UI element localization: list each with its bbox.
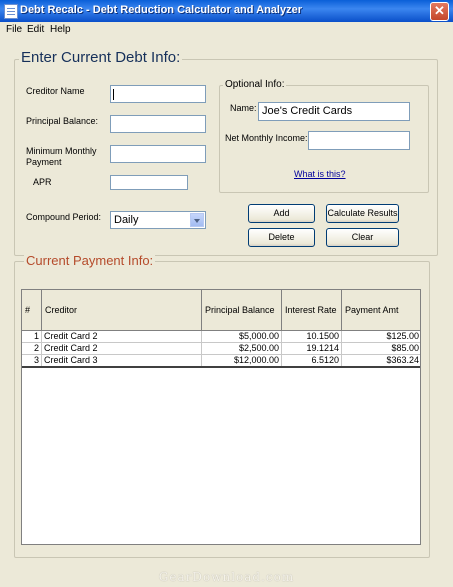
column-header-payment[interactable]: Payment Amt: [342, 290, 421, 330]
optional-info-heading: Optional Info:: [225, 79, 285, 90]
row-number: 1: [22, 331, 42, 342]
chevron-down-icon[interactable]: [190, 213, 204, 227]
calculate-results-button[interactable]: Calculate Results: [326, 204, 399, 223]
principal-cell: $5,000.00: [202, 331, 282, 342]
apr-input[interactable]: [110, 175, 188, 190]
column-header-interest[interactable]: Interest Rate: [282, 290, 342, 330]
creditor-cell: Credit Card 2: [42, 343, 202, 354]
interest-cell: 6.5120: [282, 355, 342, 366]
creditor-cell: Credit Card 2: [42, 331, 202, 342]
principal-cell: $2,500.00: [202, 343, 282, 354]
payment-table[interactable]: [21, 289, 421, 545]
window-title: Debt Recalc - Debt Reduction Calculator and Analyzer: [20, 4, 302, 16]
interest-cell: 10.1500: [282, 331, 342, 342]
calculator-app-icon: [4, 4, 18, 19]
principal-balance-label: Principal Balance:: [26, 116, 99, 126]
delete-button[interactable]: Delete: [248, 228, 315, 247]
column-header-principal[interactable]: Principal Balance: [202, 290, 282, 330]
table-row[interactable]: [22, 355, 421, 368]
row-number: 2: [22, 343, 42, 354]
name-input[interactable]: Joe's Credit Cards: [258, 102, 410, 121]
creditor-cell: Credit Card 3: [42, 355, 202, 366]
title-bar[interactable]: [0, 0, 453, 22]
close-button[interactable]: ✕: [430, 2, 449, 21]
table-header: [22, 290, 421, 331]
payment-cell: $85.00: [342, 343, 421, 354]
creditor-name-label: Creditor Name: [26, 86, 85, 96]
menu-help[interactable]: Help: [50, 24, 71, 35]
creditor-name-input[interactable]: [110, 85, 206, 103]
net-income-input[interactable]: [308, 131, 410, 150]
menu-file[interactable]: File: [6, 24, 23, 35]
net-income-label: Net Monthly Income:: [225, 133, 308, 143]
row-number: 3: [22, 355, 42, 366]
compound-period-select[interactable]: [110, 211, 206, 229]
add-button[interactable]: Add: [248, 204, 315, 223]
payment-cell: $363.24: [342, 355, 421, 366]
name-label: Name:: [230, 103, 257, 113]
menu-edit[interactable]: Edit: [27, 24, 45, 35]
menu-bar: [0, 22, 453, 37]
minimum-payment-label: Minimum Monthly Payment: [26, 146, 97, 167]
clear-button[interactable]: Clear: [326, 228, 399, 247]
payment-info-heading: Current Payment Info:: [26, 253, 154, 268]
principal-cell: $12,000.00: [202, 355, 282, 366]
column-header-creditor[interactable]: Creditor: [42, 290, 202, 330]
interest-cell: 19.1214: [282, 343, 342, 354]
apr-label: APR: [33, 177, 52, 187]
column-header-number[interactable]: #: [22, 290, 42, 330]
what-is-this-link[interactable]: What is this?: [294, 169, 346, 179]
minimum-payment-input[interactable]: [110, 145, 206, 163]
table-row[interactable]: [22, 343, 421, 355]
payment-cell: $125.00: [342, 331, 421, 342]
table-row[interactable]: [22, 331, 421, 343]
compound-period-label: Compound Period:: [26, 212, 102, 222]
text-caret: [113, 89, 114, 100]
compound-period-value: Daily: [114, 214, 139, 226]
debt-info-heading: Enter Current Debt Info:: [21, 49, 181, 66]
watermark-text: GearDownload.com: [158, 570, 295, 584]
principal-balance-input[interactable]: [110, 115, 206, 133]
